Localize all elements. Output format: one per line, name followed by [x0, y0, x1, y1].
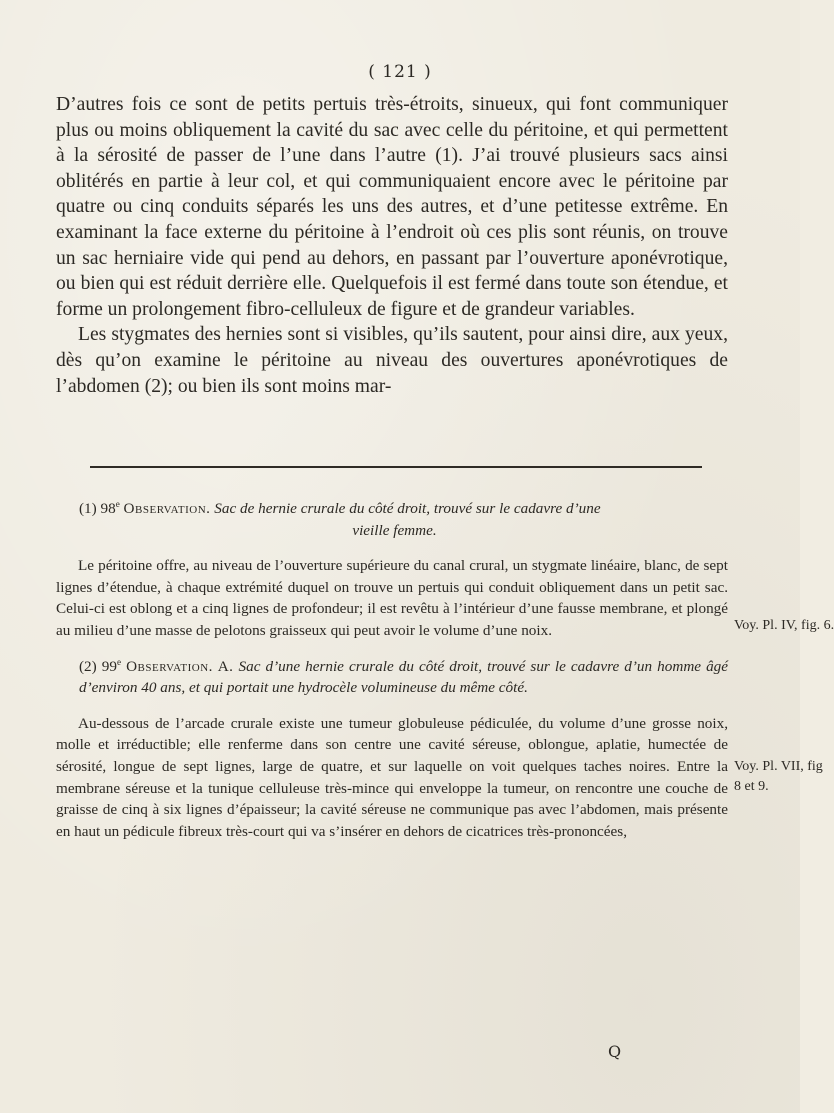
footnote-1	[56, 498, 728, 642]
footnote-2-number-sup: e	[116, 656, 121, 667]
footnote-1-heading	[79, 498, 728, 541]
footnote-1-title-line-2: vieille femme.	[352, 521, 437, 539]
main-text	[56, 92, 728, 399]
printer-signature: Q	[608, 1042, 622, 1061]
footnote-2-body: Au-dessous de l’arcade crurale existe une tumeur globuleuse pédiculée, du volume d’une grosse noix, molle et irréductible; elle renferme dans son centre une cavité séreuse, oblongue, aplatie, humectée de sérosité, longue de sept lignes, large de quatre, et sur laquelle on voit quelques taches noires. Entre la membrane séreuse et la tunique celluleuse très-mince qui enveloppe la tumeur, on rencontre une couche de graisse de cinq à six lignes d’épaisseur; la cavité séreuse ne communique pas avec l’abdomen, mais présente en haut un pédicule fibreux très-court qui va s’insérer en dehors de cicatrices très-prononcées,	[56, 714, 728, 840]
margin-reference-2-line-1: Voy. Pl. VII, fig	[734, 759, 823, 774]
footnote-2-number: (2) 99	[79, 657, 117, 675]
footnote-2-label: Observation. A.	[126, 657, 234, 675]
page-number: ( 121 )	[368, 62, 432, 82]
main-paragraph-1: D’autres fois ce sont de petits pertuis très-étroits, sinueux, qui font communiquer plus ou moins obliquement la cavité du sac avec celle du péritoine, et qui permettent à la sérosité de passer de l’une dans l’autre (1). J’ai trouvé plusieurs sacs ainsi oblitérés en partie à leur col, et qui communiquaient encore avec le péritoine par quatre ou cinq conduits séparés les uns des autres, et d’une petitesse extrême. En examinant la face externe du péritoine à l’endroit où ces plis sont réunis, on trouve un sac herniaire vide qui pend au dehors, en passant par l’ouverture aponévrotique, ou bien qui est réduit derrière elle. Quelquefois il est fermé dans toute son étendue, et forme un prolongement fibro-celluleux de figure et de grandeur variables.	[56, 94, 728, 320]
footnote-divider	[90, 466, 702, 468]
footnote-1-number: (1) 98	[79, 500, 116, 517]
footnote-2-title: Sac d’une hernie crurale du côté droit, trouvé sur le cadavre d’un homme âgé d’environ 40 ans, et qui portait une hydrocèle volumineuse du même côté.	[79, 657, 729, 697]
footnote-1-label: Observation.	[123, 500, 211, 517]
main-paragraph-2: Les stygmates des hernies sont si visibles, qu’ils sautent, pour ainsi dire, aux yeux, dès qu’on examine le péritoine au niveau des ouvertures aponévrotiques de l’abdomen (2); ou bien ils sont moins mar-	[56, 324, 728, 397]
footnote-1-title-line-1: Sac de hernie crurale du côté droit, trouvé sur le cadavre d’une	[214, 500, 601, 517]
footnote-2	[56, 656, 728, 843]
margin-reference-2-line-2: 8 et 9.	[734, 779, 769, 794]
margin-reference-1: Voy. Pl. IV, fig. 6.	[734, 618, 834, 633]
footnote-2-heading	[79, 656, 728, 699]
footnotes	[56, 498, 728, 856]
footnote-1-body: Le péritoine offre, au niveau de l’ouverture supérieure du canal crural, un stygmate linéaire, blanc, de sept lignes d’étendue, à chaque extrémité duquel on trouve un pertuis qui conduit obliquement dans un petit sac. Celui-ci est oblong et a cinq lignes de profondeur; il est revêtu à l’intérieur d’une fausse membrane, et plongé au milieu d’une masse de pelotons graisseux qui peut avoir le volume d’une noix.	[56, 557, 728, 639]
footnote-1-number-sup: e	[115, 498, 120, 509]
